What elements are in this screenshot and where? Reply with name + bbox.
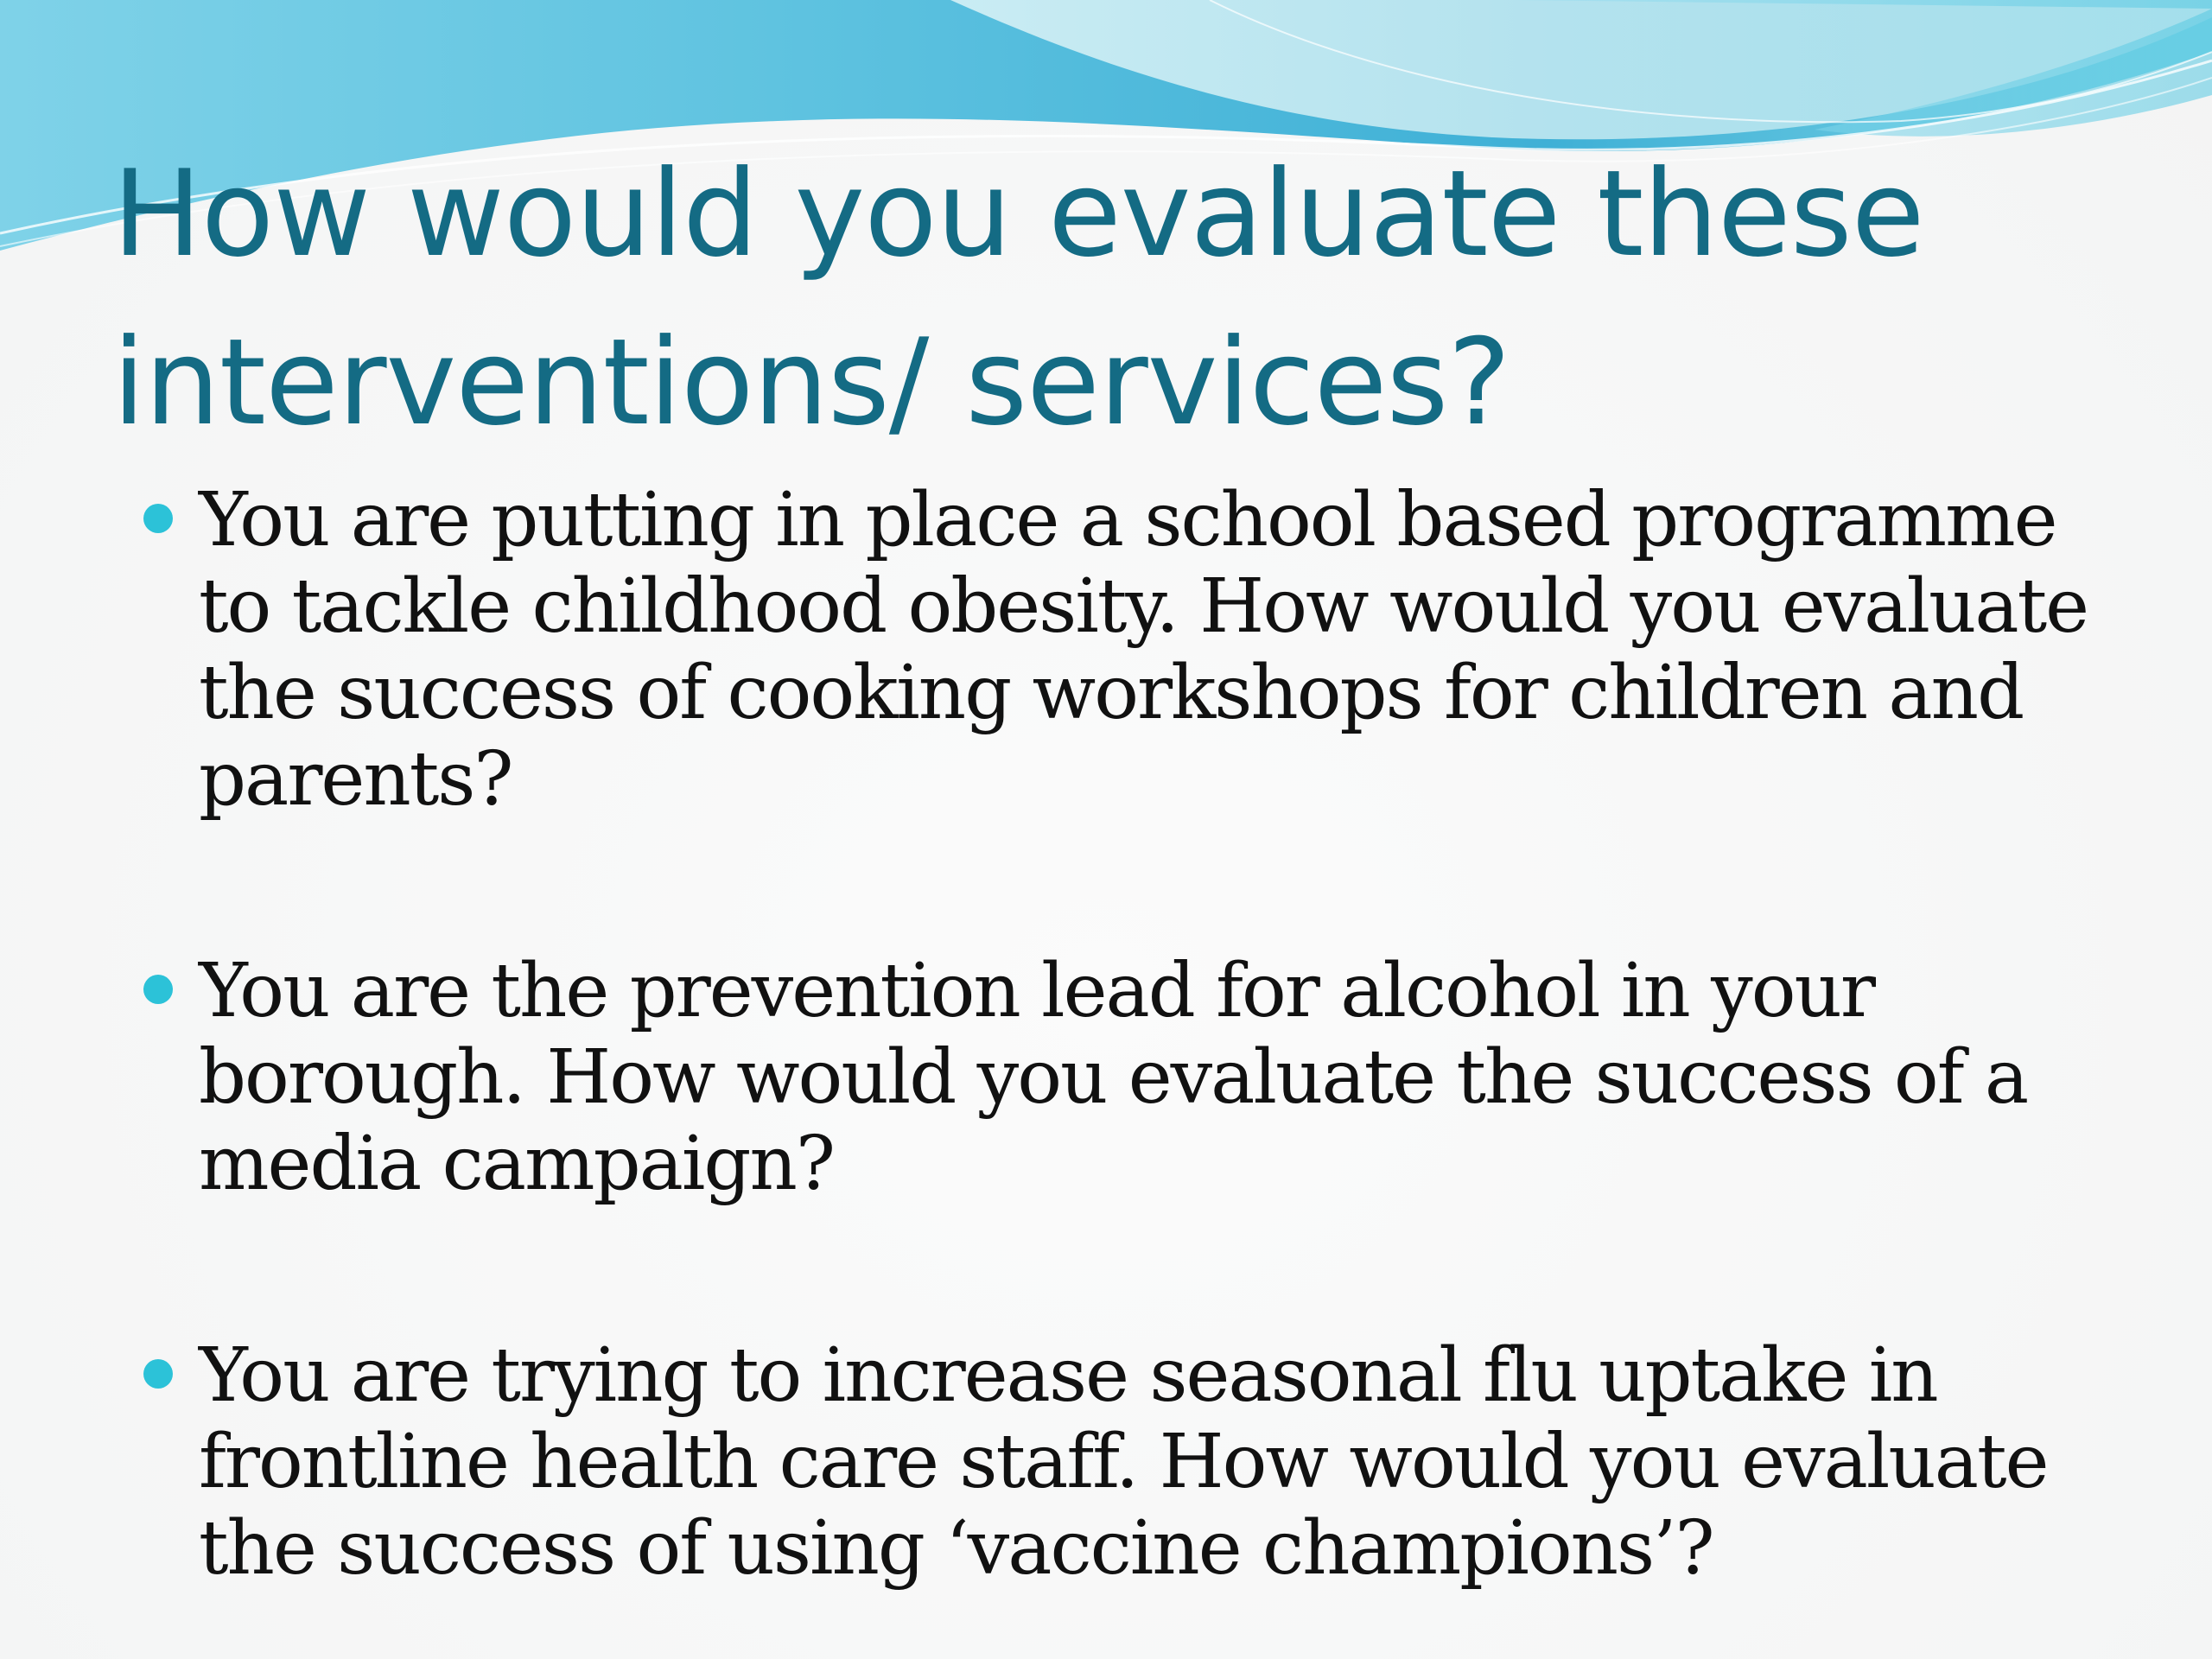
bullet-text: You are the prevention lead for alcohol in your borough. How would you evaluate the success of a media campaign? <box>199 948 2028 1207</box>
bullet-dot-icon <box>143 975 173 1004</box>
bullet-item-flu <box>138 1332 2143 1592</box>
bullet-list <box>138 477 2143 1659</box>
bullet-item-alcohol <box>138 948 2143 1207</box>
bullet-dot-icon <box>143 504 173 533</box>
bullet-item-obesity <box>138 477 2143 823</box>
slide-title: How would you evaluate these interventions/ services? <box>112 144 1924 452</box>
bullet-dot-icon <box>143 1359 173 1389</box>
bullet-text: You are trying to increase seasonal flu uptake in frontline health care staff. How would you evaluate the success of using ‘vaccine champions’? <box>199 1332 2048 1592</box>
bullet-text: You are putting in place a school based programme to tackle childhood obesity. How would you evaluate the success of cooking workshops for children and parents? <box>199 477 2088 823</box>
